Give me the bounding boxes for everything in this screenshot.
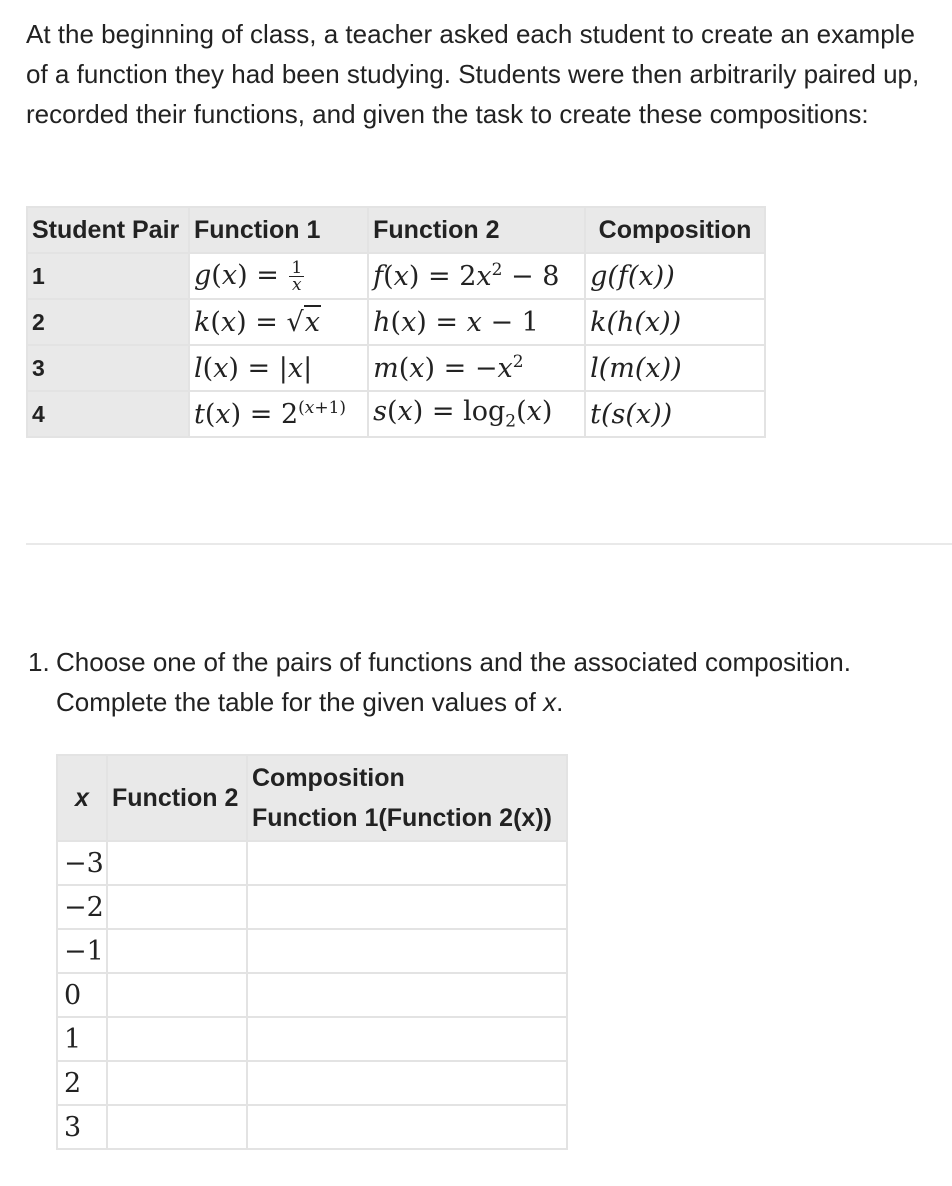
composition-input-cell[interactable]	[247, 1105, 567, 1149]
header-composition-line-1: Composition	[252, 764, 405, 792]
table-row	[57, 973, 567, 1017]
x-value: 3	[57, 1105, 107, 1149]
function-2-input-cell[interactable]	[107, 1105, 247, 1149]
pair-number: 1	[27, 253, 189, 299]
function-2-cell	[368, 345, 585, 391]
function-1-math: g(x) = $\frac{1}{x}$	[194, 257, 303, 295]
function-2-cell	[368, 391, 585, 437]
composition-cell	[585, 253, 765, 299]
table-row	[57, 1017, 567, 1061]
composition-input-cell[interactable]	[247, 1017, 567, 1061]
question-line-1: Choose one of the pairs of functions and the associated composition.	[56, 647, 851, 677]
function-1-math: k(x) = √x	[194, 306, 320, 338]
function-pairs-table	[26, 206, 766, 438]
composition-input-cell[interactable]	[247, 885, 567, 929]
composition-input-cell[interactable]	[247, 1061, 567, 1105]
composition-input-cell[interactable]	[247, 929, 567, 973]
function-1-cell	[189, 391, 368, 437]
table-row	[57, 1105, 567, 1149]
question-line-2	[28, 682, 943, 722]
section-divider	[26, 543, 952, 545]
composition-cell	[585, 299, 765, 345]
function-2-input-cell[interactable]	[107, 1017, 247, 1061]
table-row	[57, 885, 567, 929]
function-2-name: m	[373, 353, 399, 384]
x-value: −3	[57, 841, 107, 885]
table-row	[57, 929, 567, 973]
function-1-cell	[189, 299, 368, 345]
composition-work-table	[56, 754, 568, 1150]
x-value: 0	[57, 973, 107, 1017]
function-2-name: s	[373, 396, 387, 428]
function-2-input-cell[interactable]	[107, 885, 247, 929]
pair-number: 3	[27, 345, 189, 391]
header-composition: Composition	[585, 207, 765, 253]
function-2-name: h	[373, 306, 391, 338]
function-1-cell	[189, 253, 368, 299]
table-row	[57, 841, 567, 885]
function-1-math: l(x) = |x|	[194, 352, 313, 384]
composition-math: k(h(x))	[590, 306, 682, 338]
table-row	[27, 345, 765, 391]
x-value: −1	[57, 929, 107, 973]
header-composition-line-2: Function 1(Function 2(x))	[252, 804, 552, 832]
intro-paragraph: At the beginning of class, a teacher asked each student to create an example of a function they had been studying. Students were then arbitrarily paired up, recorded their functions, and given the task to create these compositions:	[26, 19, 920, 129]
table-row	[57, 1061, 567, 1105]
header-student-pair: Student Pair	[27, 207, 189, 253]
function-2-name: f	[373, 261, 384, 292]
question-number: 1.	[28, 647, 50, 677]
function-1-name: g	[194, 259, 212, 291]
function-1-cell	[189, 345, 368, 391]
composition-math: t(s(x))	[590, 398, 673, 430]
function-2-cell	[368, 253, 585, 299]
x-value: 2	[57, 1061, 107, 1105]
function-2-input-cell[interactable]	[107, 929, 247, 973]
composition-input-cell[interactable]	[247, 841, 567, 885]
table-row	[27, 391, 765, 437]
pair-number: 2	[27, 299, 189, 345]
function-2-input-cell[interactable]	[107, 841, 247, 885]
question-line-2-text: Complete the table for the given values of	[56, 687, 544, 717]
function-1-math: $t(x) = 2^{(x+1)}$	[194, 398, 347, 430]
function-1-name: t	[194, 399, 205, 430]
header-composition	[247, 755, 567, 841]
composition-input-cell[interactable]	[247, 973, 567, 1017]
table-header-row	[57, 755, 567, 841]
header-x: x	[57, 755, 107, 841]
function-1-expr: $\frac{1}{x}$	[291, 257, 303, 295]
composition-cell	[585, 345, 765, 391]
composition-cell	[585, 391, 765, 437]
question-1	[28, 642, 943, 722]
table-row	[27, 299, 765, 345]
x-value: 1	[57, 1017, 107, 1061]
function-2-math: $m(x) = -x^2$	[373, 352, 524, 384]
question-period: .	[556, 687, 564, 717]
function-2-input-cell[interactable]	[107, 973, 247, 1017]
question-variable: x	[543, 687, 557, 717]
header-function-2: Function 2	[107, 755, 247, 841]
function-2-cell	[368, 299, 585, 345]
header-function-1: Function 1	[189, 207, 368, 253]
function-2-math: h(x) = x − 1	[373, 306, 539, 338]
function-2-math: $s(x) = \log_2(x)$	[373, 396, 553, 432]
x-value: −2	[57, 885, 107, 929]
table-header-row	[27, 207, 765, 253]
function-2-math: $f(x) = 2x^2 - 8$	[373, 260, 560, 292]
function-1-name: k	[194, 306, 211, 338]
header-function-2: Function 2	[368, 207, 585, 253]
function-1-name: l	[194, 352, 203, 384]
function-2-input-cell[interactable]	[107, 1061, 247, 1105]
composition-math: l(m(x))	[590, 352, 682, 384]
table-row	[27, 253, 765, 299]
composition-math: g(f(x))	[590, 260, 675, 292]
pair-number: 4	[27, 391, 189, 437]
sqrt-symbol: √x	[286, 306, 320, 338]
